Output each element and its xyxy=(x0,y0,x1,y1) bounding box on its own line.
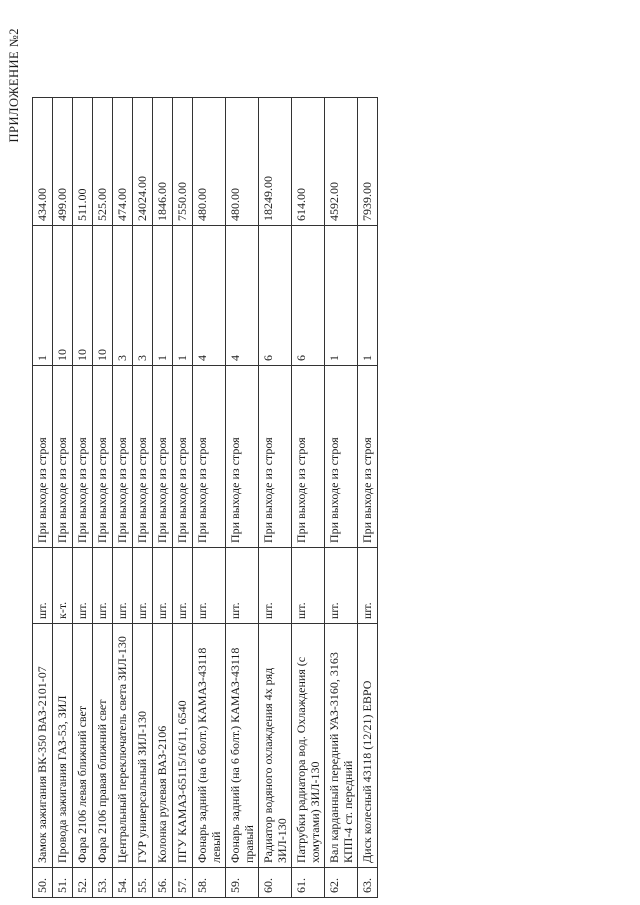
price-cell: 474.00 xyxy=(113,98,133,226)
item-name-cell: Замок зажигания ВК-350 ВАЗ-2101-07 xyxy=(33,624,53,868)
replacement-reason-cell: При выходе из строя xyxy=(153,366,173,548)
table-row xyxy=(93,98,113,898)
unit-cell: шт. xyxy=(33,548,53,624)
item-name-cell: Фонарь задний (на 6 болт.) КАМАЗ-43118 левый xyxy=(193,624,226,868)
table-row xyxy=(325,98,358,898)
item-name-cell: ГУР универсальный ЗИЛ-130 xyxy=(133,624,153,868)
price-cell: 480.00 xyxy=(226,98,259,226)
quantity-cell: 3 xyxy=(113,226,133,366)
appendix-label: ПРИЛОЖЕНИЕ №2 xyxy=(7,28,21,143)
price-cell: 7550.00 xyxy=(173,98,193,226)
quantity-cell: 10 xyxy=(73,226,93,366)
price-cell: 434.00 xyxy=(33,98,53,226)
table-row xyxy=(358,98,378,898)
table-row xyxy=(73,98,93,898)
row-number-cell: 63. xyxy=(358,868,378,898)
unit-cell: шт. xyxy=(259,548,292,624)
unit-cell: шт. xyxy=(133,548,153,624)
row-number-cell: 51. xyxy=(53,868,73,898)
table-row xyxy=(193,98,226,898)
price-cell: 7939.00 xyxy=(358,98,378,226)
item-name-cell: Вал карданный передний УАЗ-3160, 3163 КПП-4 ст. передний xyxy=(325,624,358,868)
replacement-reason-cell: При выходе из строя xyxy=(93,366,113,548)
unit-cell: шт. xyxy=(358,548,378,624)
item-name-cell: Фара 2106 левая ближний свет xyxy=(73,624,93,868)
unit-cell: шт. xyxy=(292,548,325,624)
price-cell: 1846.00 xyxy=(153,98,173,226)
item-name-cell: Диск колесный 43118 (12/21) ЕВРО xyxy=(358,624,378,868)
item-name-cell: Провода зажигания ГАЗ-53, ЗИЛ xyxy=(53,624,73,868)
table-row xyxy=(133,98,153,898)
quantity-cell: 10 xyxy=(93,226,113,366)
price-cell: 480.00 xyxy=(193,98,226,226)
unit-cell: шт. xyxy=(325,548,358,624)
quantity-cell: 1 xyxy=(33,226,53,366)
unit-cell: шт. xyxy=(73,548,93,624)
quantity-cell: 1 xyxy=(358,226,378,366)
price-cell: 499.00 xyxy=(53,98,73,226)
price-cell: 614.00 xyxy=(292,98,325,226)
quantity-cell: 6 xyxy=(259,226,292,366)
replacement-reason-cell: При выходе из строя xyxy=(73,366,93,548)
unit-cell: шт. xyxy=(93,548,113,624)
quantity-cell: 6 xyxy=(292,226,325,366)
row-number-cell: 59. xyxy=(226,868,259,898)
replacement-reason-cell: При выходе из строя xyxy=(133,366,153,548)
price-cell: 4592.00 xyxy=(325,98,358,226)
row-number-cell: 58. xyxy=(193,868,226,898)
item-name-cell: Колонка рулевая ВАЗ-2106 xyxy=(153,624,173,868)
quantity-cell: 4 xyxy=(226,226,259,366)
table-row xyxy=(53,98,73,898)
table-row xyxy=(259,98,292,898)
row-number-cell: 53. xyxy=(93,868,113,898)
price-cell: 525.00 xyxy=(93,98,113,226)
replacement-reason-cell: При выходе из строя xyxy=(193,366,226,548)
table-row xyxy=(292,98,325,898)
items-table-body xyxy=(33,98,378,898)
item-name-cell: Фонарь задний (на 6 болт.) КАМАЗ-43118 правый xyxy=(226,624,259,868)
table-row xyxy=(226,98,259,898)
table-row xyxy=(153,98,173,898)
unit-cell: шт. xyxy=(226,548,259,624)
quantity-cell: 10 xyxy=(53,226,73,366)
replacement-reason-cell: При выходе из строя xyxy=(325,366,358,548)
unit-cell: шт. xyxy=(153,548,173,624)
table-row xyxy=(173,98,193,898)
replacement-reason-cell: При выходе из строя xyxy=(358,366,378,548)
table-row xyxy=(33,98,53,898)
unit-cell: шт. xyxy=(173,548,193,624)
item-name-cell: Патрубки радиатора вод. Охлаждения (с хомутами) ЗИЛ-130 xyxy=(292,624,325,868)
row-number-cell: 60. xyxy=(259,868,292,898)
unit-cell: к-т. xyxy=(53,548,73,624)
items-table xyxy=(32,97,378,898)
quantity-cell: 3 xyxy=(133,226,153,366)
replacement-reason-cell: При выходе из строя xyxy=(259,366,292,548)
replacement-reason-cell: При выходе из строя xyxy=(33,366,53,548)
row-number-cell: 61. xyxy=(292,868,325,898)
replacement-reason-cell: При выходе из строя xyxy=(173,366,193,548)
item-name-cell: Радиатор водяного охлаждения 4х ряд ЗИЛ-130 xyxy=(259,624,292,868)
price-cell: 511.00 xyxy=(73,98,93,226)
row-number-cell: 55. xyxy=(133,868,153,898)
price-cell: 24024.00 xyxy=(133,98,153,226)
row-number-cell: 62. xyxy=(325,868,358,898)
row-number-cell: 50. xyxy=(33,868,53,898)
quantity-cell: 1 xyxy=(173,226,193,366)
row-number-cell: 56. xyxy=(153,868,173,898)
row-number-cell: 57. xyxy=(173,868,193,898)
replacement-reason-cell: При выходе из строя xyxy=(226,366,259,548)
replacement-reason-cell: При выходе из строя xyxy=(53,366,73,548)
unit-cell: шт. xyxy=(113,548,133,624)
quantity-cell: 1 xyxy=(325,226,358,366)
row-number-cell: 52. xyxy=(73,868,93,898)
item-name-cell: Фара 2106 правая ближний свет xyxy=(93,624,113,868)
table-row xyxy=(113,98,133,898)
price-cell: 18249.00 xyxy=(259,98,292,226)
quantity-cell: 1 xyxy=(153,226,173,366)
item-name-cell: ПГУ КАМАЗ-65115/16/11, 6540 xyxy=(173,624,193,868)
quantity-cell: 4 xyxy=(193,226,226,366)
replacement-reason-cell: При выходе из строя xyxy=(113,366,133,548)
row-number-cell: 54. xyxy=(113,868,133,898)
item-name-cell: Центральный переключатель света ЗИЛ-130 xyxy=(113,624,133,868)
unit-cell: шт. xyxy=(193,548,226,624)
replacement-reason-cell: При выходе из строя xyxy=(292,366,325,548)
